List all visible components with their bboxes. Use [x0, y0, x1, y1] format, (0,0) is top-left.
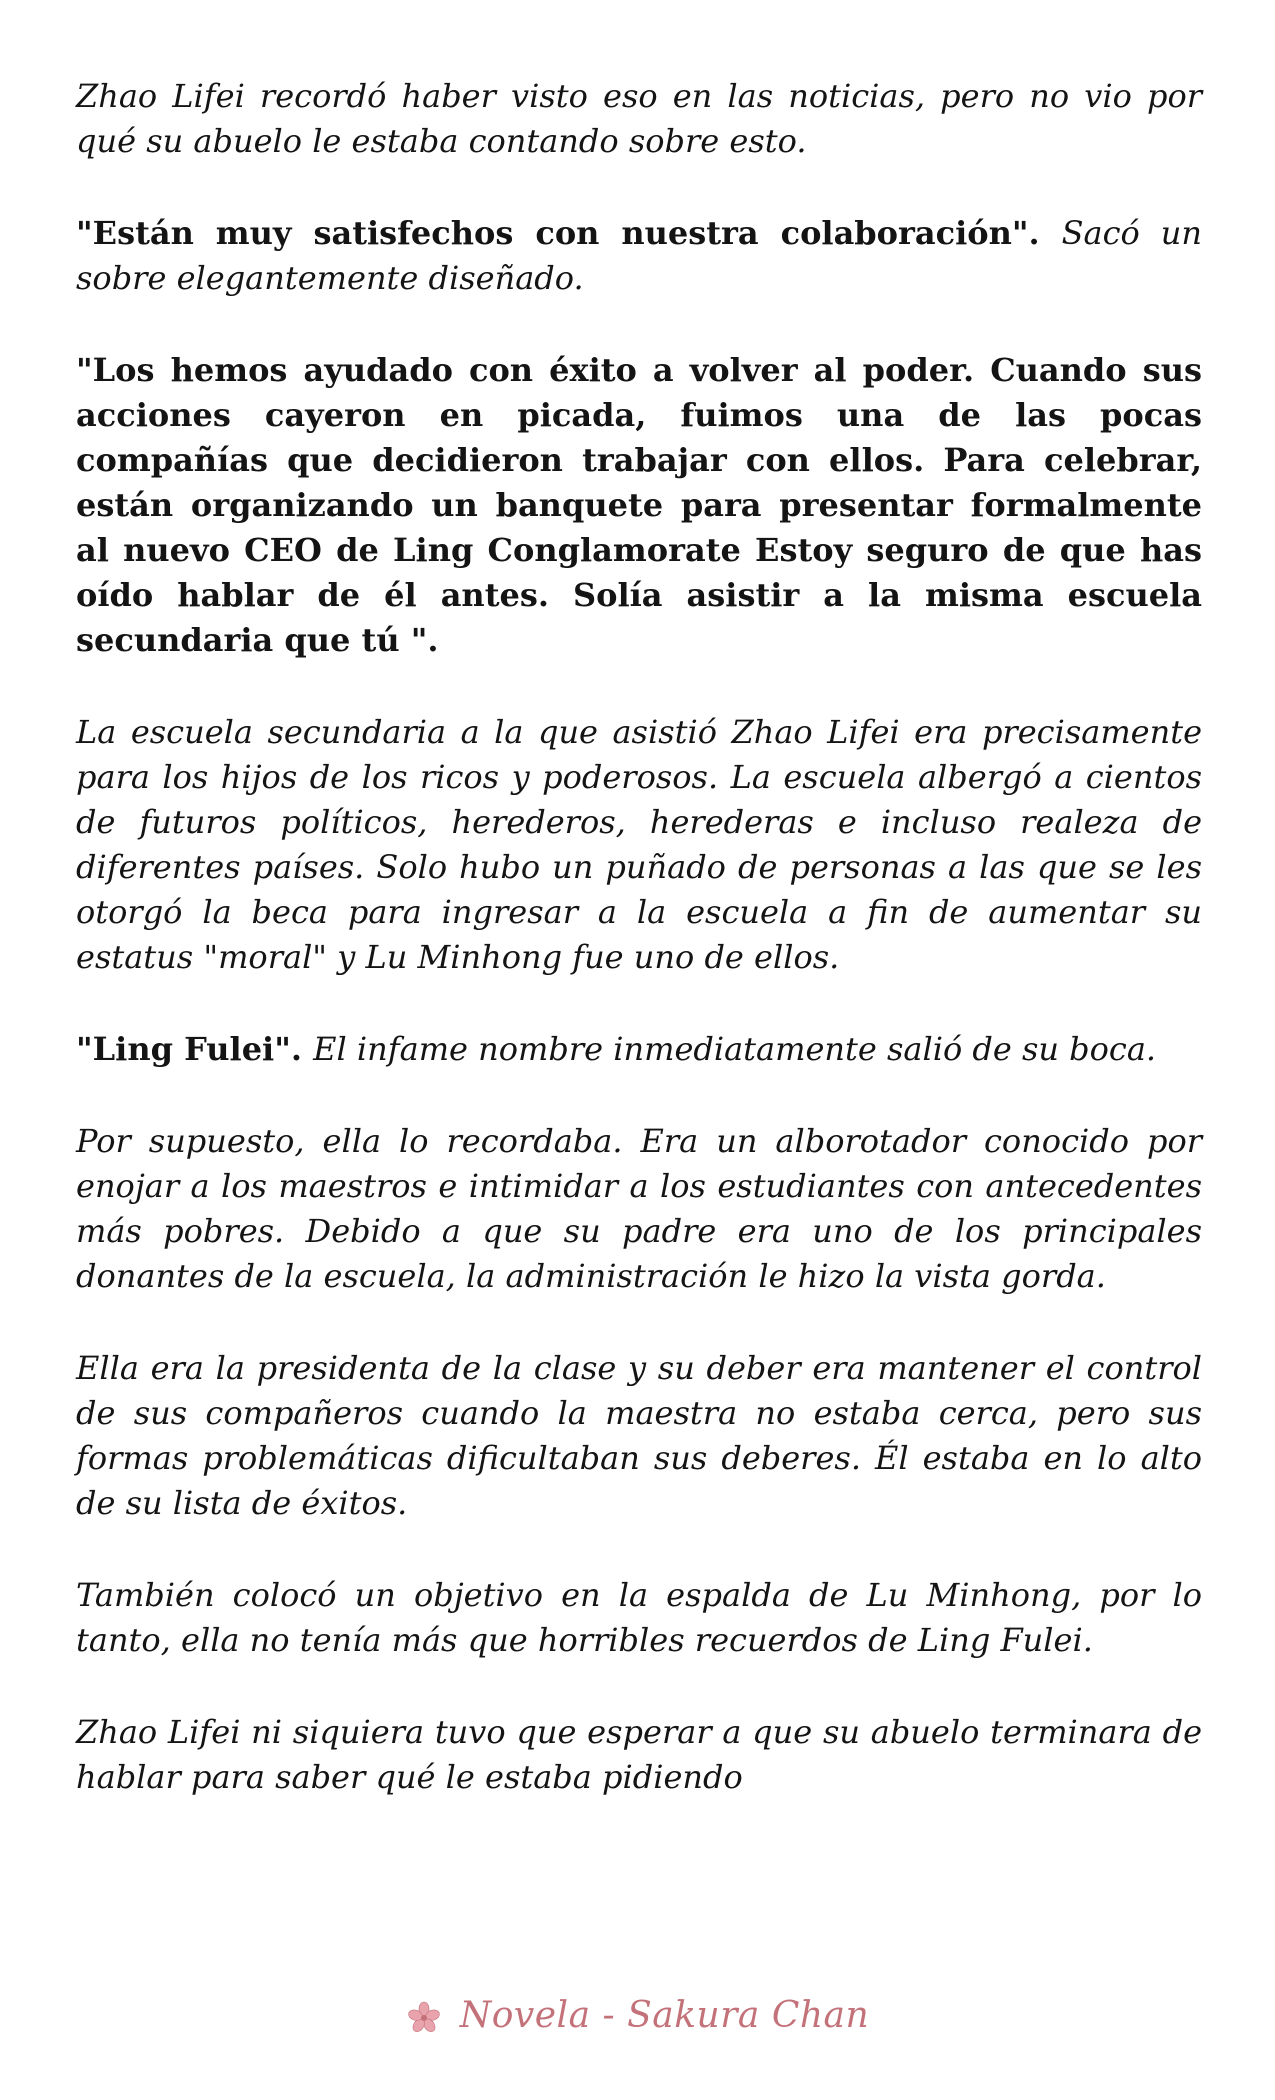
watermark-text: Novela - Sakura Chan	[459, 1995, 870, 2036]
narration-text: Por supuesto, ella lo recordaba. Era un alborotador conocido por enojar a los maestros e intimidar a los estudiantes con antecedentes más pobres. Debido a que su padre era uno de los principales donantes de la escuela, la administración le hizo la vista gorda.	[76, 1122, 1202, 1295]
paragraph	[76, 211, 1202, 301]
narration-text: Zhao Lifei ni siquiera tuvo que esperar a que su abuelo terminara de hablar para saber qué le estaba pidiendo	[76, 1713, 1202, 1796]
paragraph	[76, 1710, 1202, 1800]
narration-text: También colocó un objetivo en la espalda de Lu Minhong, por lo tanto, ella no tenía más que horribles recuerdos de Ling Fulei.	[76, 1576, 1202, 1659]
document-body	[76, 74, 1202, 1847]
paragraph	[76, 1346, 1202, 1526]
dialogue-text: "Están muy satisfechos con nuestra colaboración".	[76, 214, 1062, 252]
paragraph	[76, 710, 1202, 980]
paragraph	[76, 1119, 1202, 1299]
narration-text: Sacó un sobre elegantemente diseñado.	[76, 214, 1203, 297]
paragraph	[76, 1027, 1202, 1072]
paragraph	[76, 1573, 1202, 1663]
watermark-footer	[0, 1995, 1275, 2036]
narration-text: Zhao Lifei recordó haber visto eso en las noticias, pero no vio por qué su abuelo le estaba contando sobre esto.	[76, 77, 1202, 160]
paragraph	[76, 348, 1202, 663]
narration-text: Ella era la presidenta de la clase y su deber era mantener el control de sus compañeros cuando la maestra no estaba cerca, pero sus formas problemáticas dificultaban sus deberes. Él estaba en lo alto de su lista de éxitos.	[76, 1349, 1202, 1522]
sakura-flower-icon	[406, 2000, 442, 2036]
dialogue-text: "Los hemos ayudado con éxito a volver al poder. Cuando sus acciones cayeron en picada, fuimos una de las pocas compañías que decidieron trabajar con ellos. Para celebrar, están organizando un banquete para presentar formalmente al nuevo CEO de Ling Conglamorate Estoy seguro de que has oído hablar de él antes. Solía asistir a la misma escuela secundaria que tú ".	[76, 351, 1202, 659]
narration-text: El infame nombre inmediatamente salió de su boca.	[313, 1030, 1157, 1068]
dialogue-text: "Ling Fulei".	[76, 1030, 314, 1068]
paragraph	[76, 74, 1202, 164]
narration-text: La escuela secundaria a la que asistió Zhao Lifei era precisamente para los hijos de los ricos y poderosos. La escuela albergó a cientos de futuros políticos, herederos, herederas e incluso realeza de diferentes países. Solo hubo un puñado de personas a las que se les otorgó la beca para ingresar a la escuela a fin de aumentar su estatus "moral" y Lu Minhong fue uno de ellos.	[76, 713, 1202, 976]
